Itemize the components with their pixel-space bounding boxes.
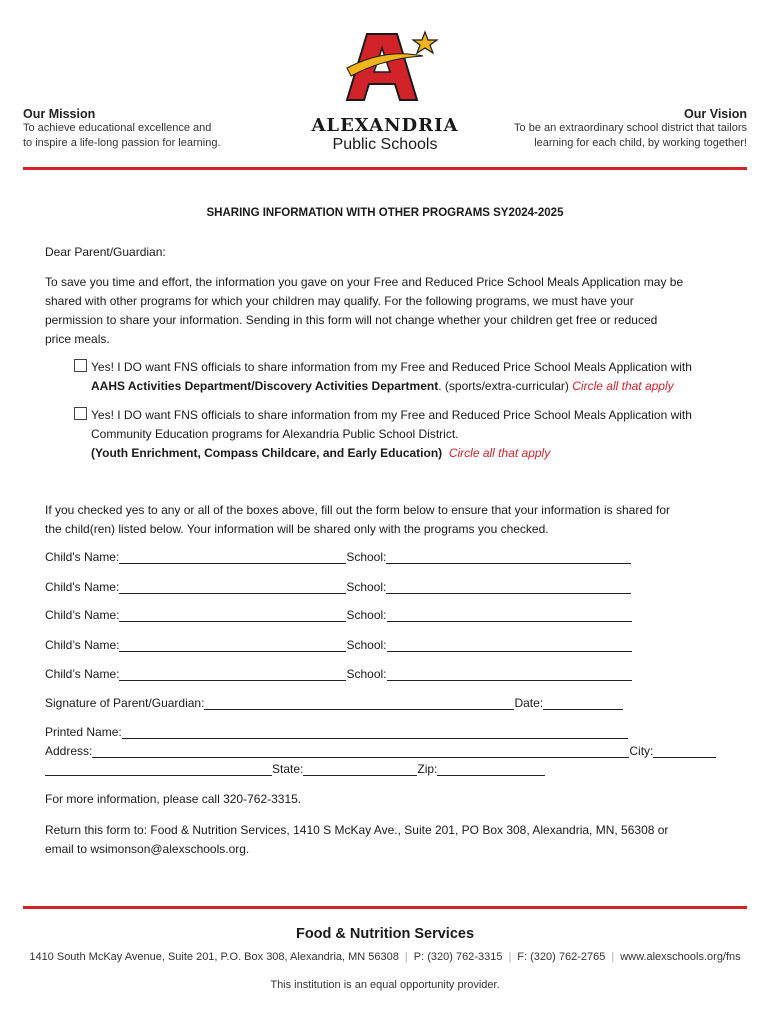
address-continued-field[interactable] bbox=[45, 763, 272, 776]
address-field[interactable] bbox=[92, 745, 629, 758]
footer-title: Food & Nutrition Services bbox=[295, 926, 475, 942]
header-divider bbox=[23, 167, 747, 170]
school-label: School: bbox=[346, 667, 387, 681]
vision-title: Our Vision bbox=[684, 107, 747, 121]
printed-name-field[interactable] bbox=[122, 726, 628, 739]
footer-phone: P: (320) 762-3315 bbox=[413, 951, 503, 963]
vision-text-line: To be an extraordinary school district that tailors bbox=[514, 122, 747, 134]
return-line: Return this form to: Food & Nutrition Services, 1410 S McKay Ave., Suite 201, PO Box 308, Alexandria, MN, 56308 or bbox=[45, 823, 669, 837]
school-label: School: bbox=[346, 550, 387, 564]
community-ed-checkbox[interactable] bbox=[74, 407, 87, 420]
zip-field[interactable] bbox=[437, 763, 545, 776]
instructions bbox=[45, 501, 670, 539]
footer-contact: 1410 South McKay Avenue, Suite 201, P.O. Box 308, Alexandria, MN 56308 | P: (320) 762-3315 | F: (320) 762-2765 | www.alexschools.org/fns bbox=[29, 951, 741, 963]
school-label: School: bbox=[346, 580, 387, 594]
city-label: City: bbox=[629, 744, 654, 758]
option-community-line2: Community Education programs for Alexandria Public School District. bbox=[91, 427, 459, 441]
greeting: Dear Parent/Guardian: bbox=[45, 245, 166, 259]
activities-detail: . (sports/extra-curricular) bbox=[438, 379, 573, 393]
child-name-label: Child’s Name: bbox=[45, 608, 120, 622]
district-name: ALEXANDRIA bbox=[311, 115, 459, 136]
document-title: SHARING INFORMATION WITH OTHER PROGRAMS SY2024-2025 bbox=[206, 207, 564, 219]
child-row bbox=[45, 638, 632, 652]
footer-divider bbox=[23, 906, 747, 909]
activities-programs: AAHS Activities Department/Discovery Activities Department bbox=[91, 379, 439, 393]
school-field[interactable] bbox=[386, 551, 631, 564]
option-community-line1: Yes! I DO want FNS officials to share information from my Free and Reduced Price School Meals Application with bbox=[91, 408, 692, 422]
activities-checkbox[interactable] bbox=[74, 359, 87, 372]
circle-all-note: Circle all that apply bbox=[572, 379, 674, 393]
date-field[interactable] bbox=[543, 697, 623, 710]
school-field[interactable] bbox=[387, 639, 632, 652]
child-name-label: Child's Name: bbox=[45, 580, 120, 594]
child-row bbox=[45, 667, 632, 681]
printed-name-row bbox=[45, 725, 628, 739]
intro-line: permission to share your information. Sending in this form will not change whether your children get free or reduced bbox=[45, 313, 658, 327]
intro-line: price meals. bbox=[45, 332, 110, 346]
intro-paragraph bbox=[45, 273, 683, 349]
state-label: State: bbox=[272, 762, 304, 776]
instructions-line: If you checked yes to any or all of the boxes above, fill out the form below to ensure that your information is shared for bbox=[45, 503, 671, 517]
mission-text-line: To achieve educational excellence and bbox=[23, 122, 212, 134]
mission-text-line: to inspire a life-long passion for learning. bbox=[23, 137, 221, 149]
option-activities-line1: Yes! I DO want FNS officials to share information from my Free and Reduced Price School Meals Application with bbox=[91, 360, 692, 374]
child-name-field[interactable] bbox=[119, 609, 346, 622]
zip-label: Zip: bbox=[417, 762, 438, 776]
child-name-label: Child’s Name: bbox=[45, 667, 120, 681]
child-name-label: Child's Name: bbox=[45, 550, 120, 564]
intro-line: To save you time and effort, the information you gave on your Free and Reduced Price School Meals Application may be bbox=[45, 275, 684, 289]
return-line: email to wsimonson@alexschools.org. bbox=[45, 842, 250, 856]
logo-a-mark-icon bbox=[285, 28, 485, 106]
community-programs: (Youth Enrichment, Compass Childcare, and Early Education) bbox=[91, 446, 443, 460]
mission-block bbox=[23, 107, 221, 151]
equal-opportunity-statement: This institution is an equal opportunity provider. bbox=[270, 979, 500, 991]
state-field[interactable] bbox=[303, 763, 417, 776]
school-field[interactable] bbox=[386, 581, 631, 594]
phone-info: For more information, please call 320-762-3315. bbox=[45, 792, 302, 806]
school-field[interactable] bbox=[387, 609, 632, 622]
school-label: School: bbox=[346, 608, 387, 622]
vision-block bbox=[514, 107, 747, 151]
child-row bbox=[45, 550, 631, 564]
signature-label: Signature of Parent/Guardian: bbox=[45, 696, 205, 710]
logo bbox=[285, 28, 485, 154]
child-name-field[interactable] bbox=[119, 581, 346, 594]
address-label: Address: bbox=[45, 744, 93, 758]
footer-address: 1410 South McKay Avenue, Suite 201, P.O. Box 308, Alexandria, MN 56308 bbox=[29, 951, 399, 963]
child-name-field[interactable] bbox=[119, 639, 346, 652]
city-field[interactable] bbox=[653, 745, 716, 758]
date-label: Date: bbox=[514, 696, 544, 710]
child-row bbox=[45, 608, 632, 622]
vision-text-line: learning for each child, by working together! bbox=[534, 137, 747, 149]
instructions-line: the child(ren) listed below. Your information will be shared only with the programs you checked. bbox=[45, 522, 549, 536]
mission-title: Our Mission bbox=[23, 107, 96, 121]
option-community-ed bbox=[74, 406, 692, 463]
district-subname: Public Schools bbox=[332, 136, 438, 153]
child-row bbox=[45, 580, 631, 594]
footer-website-link[interactable]: www.alexschools.org/fns bbox=[620, 951, 741, 963]
school-label: School: bbox=[346, 638, 387, 652]
printed-name-label: Printed Name: bbox=[45, 725, 122, 739]
signature-field[interactable] bbox=[204, 697, 514, 710]
return-instructions bbox=[45, 821, 668, 859]
footer-fax: F: (320) 762-2765 bbox=[517, 951, 606, 963]
signature-row bbox=[45, 696, 623, 710]
child-name-field[interactable] bbox=[119, 668, 346, 681]
state-zip-row bbox=[45, 762, 545, 776]
child-name-field[interactable] bbox=[119, 551, 346, 564]
option-activities bbox=[74, 358, 692, 396]
intro-line: shared with other programs for which your children may qualify. For the following programs, we must have your bbox=[45, 294, 634, 308]
child-name-label: Child’s Name: bbox=[45, 638, 120, 652]
address-row bbox=[45, 744, 716, 758]
circle-all-note: Circle all that apply bbox=[448, 446, 551, 460]
school-field[interactable] bbox=[387, 668, 632, 681]
